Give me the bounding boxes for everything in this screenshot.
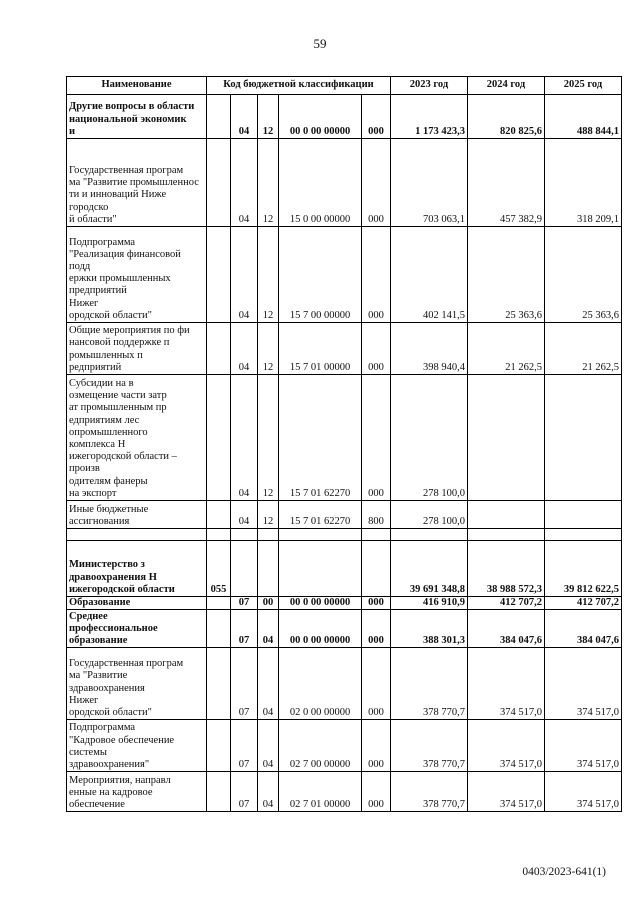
value-2024: 384 047,6 xyxy=(468,610,545,648)
table-row xyxy=(67,139,622,227)
target-code: 00 0 00 00000 xyxy=(279,597,362,610)
row-name: Иные бюджетные ассигнования xyxy=(67,501,207,529)
table-row xyxy=(67,648,622,720)
value-2024: 412 707,2 xyxy=(468,597,545,610)
value-2023 xyxy=(391,529,468,541)
ministry-code xyxy=(207,610,231,648)
expense-code: 000 xyxy=(362,720,391,772)
table-row xyxy=(67,227,622,323)
value-2024: 374 517,0 xyxy=(468,772,545,812)
expense-code: 000 xyxy=(362,323,391,375)
value-2025: 374 517,0 xyxy=(545,648,622,720)
ministry-code xyxy=(207,139,231,227)
row-name: Субсидии на в озмещение части затр ат промышленным пр едприятиям лес опромышленного комплекса Н ижегородской области – произв одителям фанеры на экспорт xyxy=(67,375,207,501)
value-2023: 703 063,1 xyxy=(391,139,468,227)
value-2024 xyxy=(468,529,545,541)
value-2023: 278 100,0 xyxy=(391,375,468,501)
expense-code xyxy=(362,529,391,541)
ministry-code xyxy=(207,648,231,720)
expense-code: 000 xyxy=(362,597,391,610)
ministry-code: 055 xyxy=(207,541,231,597)
section-code: 07 xyxy=(231,597,258,610)
table-row xyxy=(67,501,622,529)
page-number: 59 xyxy=(313,36,327,51)
header-code: Код бюджетной классификации xyxy=(207,77,391,95)
ministry-code xyxy=(207,772,231,812)
value-2023: 378 770,7 xyxy=(391,720,468,772)
expense-code: 000 xyxy=(362,772,391,812)
value-2023: 378 770,7 xyxy=(391,648,468,720)
table-row xyxy=(67,323,622,375)
header-2023: 2023 год xyxy=(391,77,468,95)
ministry-code xyxy=(207,375,231,501)
table-row xyxy=(67,772,622,812)
subsection-code: 00 xyxy=(258,597,279,610)
table-row xyxy=(67,610,622,648)
row-name: Министерство з дравоохранения Н ижегородской области xyxy=(67,541,207,597)
subsection-code: 12 xyxy=(258,139,279,227)
expense-code: 000 xyxy=(362,610,391,648)
row-name: Подпрограмма "Кадровое обеспечение системы здравоохранения" xyxy=(67,720,207,772)
subsection-code: 04 xyxy=(258,648,279,720)
section-code xyxy=(231,529,258,541)
value-2024: 820 825,6 xyxy=(468,95,545,139)
subsection-code xyxy=(258,529,279,541)
target-code: 02 7 00 00000 xyxy=(279,720,362,772)
row-name xyxy=(67,529,207,541)
row-name: Образование xyxy=(67,597,207,610)
expense-code: 000 xyxy=(362,227,391,323)
value-2025 xyxy=(545,501,622,529)
value-2025 xyxy=(545,529,622,541)
value-2025: 39 812 622,5 xyxy=(545,541,622,597)
subsection-code: 12 xyxy=(258,95,279,139)
expense-code: 000 xyxy=(362,375,391,501)
target-code: 15 7 01 62270 xyxy=(279,375,362,501)
section-code: 07 xyxy=(231,610,258,648)
budget-table xyxy=(66,76,622,812)
value-2025: 21 262,5 xyxy=(545,323,622,375)
target-code xyxy=(279,529,362,541)
value-2025: 374 517,0 xyxy=(545,772,622,812)
value-2024 xyxy=(468,501,545,529)
table-row xyxy=(67,541,622,597)
target-code: 00 0 00 00000 xyxy=(279,610,362,648)
value-2025: 412 707,2 xyxy=(545,597,622,610)
ministry-code xyxy=(207,323,231,375)
row-name: Мероприятия, направл енные на кадровое обеспечение xyxy=(67,772,207,812)
value-2023: 278 100,0 xyxy=(391,501,468,529)
section-code: 07 xyxy=(231,648,258,720)
ministry-code xyxy=(207,529,231,541)
value-2024: 374 517,0 xyxy=(468,720,545,772)
subsection-code: 12 xyxy=(258,323,279,375)
expense-code: 000 xyxy=(362,139,391,227)
row-name: Общие мероприятия по фи нансовой поддержке п ромышленных п редприятий xyxy=(67,323,207,375)
table-row xyxy=(67,597,622,610)
table-row xyxy=(67,720,622,772)
value-2023: 398 940,4 xyxy=(391,323,468,375)
ministry-code xyxy=(207,227,231,323)
value-2024 xyxy=(468,375,545,501)
value-2023: 1 173 423,3 xyxy=(391,95,468,139)
value-2024: 25 363,6 xyxy=(468,227,545,323)
table-row xyxy=(67,529,622,541)
target-code: 15 7 00 00000 xyxy=(279,227,362,323)
value-2025: 25 363,6 xyxy=(545,227,622,323)
row-name: Государственная програм ма "Развитие промышленнос ти и инноваций Ниже городско й области" xyxy=(67,139,207,227)
value-2024: 21 262,5 xyxy=(468,323,545,375)
header-name: Наименование xyxy=(67,77,207,95)
section-code: 07 xyxy=(231,772,258,812)
value-2025: 488 844,1 xyxy=(545,95,622,139)
target-code: 15 0 00 00000 xyxy=(279,139,362,227)
expense-code: 000 xyxy=(362,648,391,720)
section-code xyxy=(231,541,258,597)
ministry-code xyxy=(207,720,231,772)
subsection-code: 12 xyxy=(258,501,279,529)
subsection-code: 04 xyxy=(258,772,279,812)
header-2024: 2024 год xyxy=(468,77,545,95)
ministry-code xyxy=(207,597,231,610)
ministry-code xyxy=(207,501,231,529)
section-code: 04 xyxy=(231,95,258,139)
value-2025: 374 517,0 xyxy=(545,720,622,772)
value-2025: 384 047,6 xyxy=(545,610,622,648)
row-name: Другие вопросы в области национальной экономик и xyxy=(67,95,207,139)
section-code: 07 xyxy=(231,720,258,772)
section-code: 04 xyxy=(231,227,258,323)
header-2025: 2025 год xyxy=(545,77,622,95)
subsection-code: 04 xyxy=(258,610,279,648)
table-row xyxy=(67,95,622,139)
value-2023: 402 141,5 xyxy=(391,227,468,323)
target-code: 02 0 00 00000 xyxy=(279,648,362,720)
table-row xyxy=(67,375,622,501)
footer-code: 0403/2023-641(1) xyxy=(522,866,606,878)
section-code: 04 xyxy=(231,139,258,227)
subsection-code: 04 xyxy=(258,720,279,772)
section-code: 04 xyxy=(231,323,258,375)
value-2024: 457 382,9 xyxy=(468,139,545,227)
target-code: 02 7 01 00000 xyxy=(279,772,362,812)
target-code: 00 0 00 00000 xyxy=(279,95,362,139)
target-code: 15 7 01 00000 xyxy=(279,323,362,375)
value-2023: 388 301,3 xyxy=(391,610,468,648)
target-code: 15 7 01 62270 xyxy=(279,501,362,529)
expense-code: 800 xyxy=(362,501,391,529)
section-code: 04 xyxy=(231,501,258,529)
value-2025: 318 209,1 xyxy=(545,139,622,227)
value-2023: 416 910,9 xyxy=(391,597,468,610)
subsection-code xyxy=(258,541,279,597)
row-name: Государственная програм ма "Развитие здравоохранения Нижег ородской области" xyxy=(67,648,207,720)
table-header-row xyxy=(67,77,622,95)
expense-code: 000 xyxy=(362,95,391,139)
value-2024: 374 517,0 xyxy=(468,648,545,720)
subsection-code: 12 xyxy=(258,375,279,501)
expense-code xyxy=(362,541,391,597)
row-name: Среднее профессиональное образование xyxy=(67,610,207,648)
section-code: 04 xyxy=(231,375,258,501)
value-2025 xyxy=(545,375,622,501)
value-2023: 39 691 348,8 xyxy=(391,541,468,597)
row-name: Подпрограмма "Реализация финансовой подд ержки промышленных предприятий Нижег ородской области" xyxy=(67,227,207,323)
ministry-code xyxy=(207,95,231,139)
target-code xyxy=(279,541,362,597)
value-2023: 378 770,7 xyxy=(391,772,468,812)
subsection-code: 12 xyxy=(258,227,279,323)
value-2024: 38 988 572,3 xyxy=(468,541,545,597)
